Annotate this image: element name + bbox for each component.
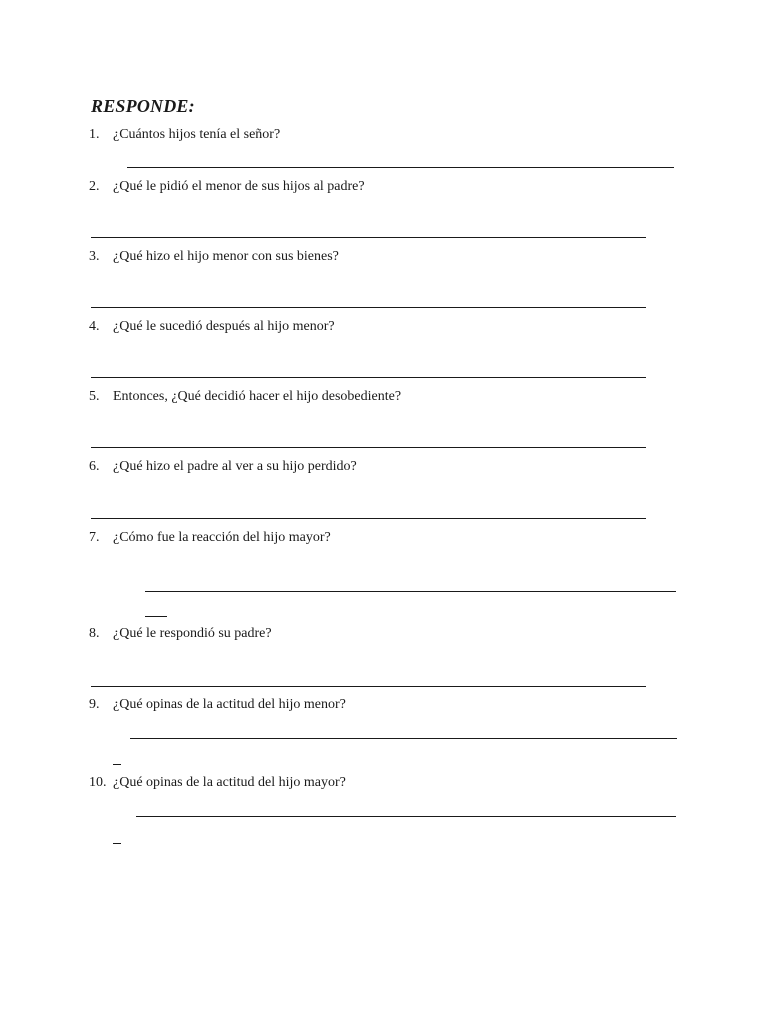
question-1 [89,127,280,143]
answer-line-2[interactable] [91,237,646,238]
question-number: 2. [89,179,100,194]
answer-line-10[interactable] [136,816,676,817]
question-5 [89,389,401,405]
question-6 [89,459,357,475]
question-number: 1. [89,127,100,142]
question-number: 9. [89,697,100,712]
question-10 [89,775,346,791]
question-3 [89,249,339,265]
question-text: ¿Cuántos hijos tenía el señor? [113,127,281,142]
question-number: 4. [89,319,100,334]
answer-line-10-continuation[interactable] [113,843,121,844]
answer-line-8[interactable] [91,686,646,687]
question-text: ¿Qué le pidió el menor de sus hijos al padre? [113,179,365,194]
answer-line-3[interactable] [91,307,646,308]
question-text: Entonces, ¿Qué decidió hacer el hijo desobediente? [113,389,402,404]
worksheet-heading: RESPONDE: [91,96,195,116]
question-4 [89,319,335,335]
question-number: 8. [89,626,100,641]
question-number: 7. [89,530,100,545]
question-number: 5. [89,389,100,404]
question-2 [89,179,365,195]
answer-line-6[interactable] [91,518,646,519]
answer-line-9-continuation[interactable] [113,764,121,765]
answer-line-9[interactable] [130,738,677,739]
question-text: ¿Qué hizo el padre al ver a su hijo perdido? [113,459,357,474]
answer-line-7-continuation[interactable] [145,616,167,617]
question-text: ¿Qué opinas de la actitud del hijo menor? [113,697,346,712]
question-9 [89,697,346,713]
question-number: 3. [89,249,100,264]
answer-line-1[interactable] [127,167,674,168]
question-text: ¿Qué le respondió su padre? [113,626,272,641]
answer-line-4[interactable] [91,377,646,378]
answer-line-5[interactable] [91,447,646,448]
question-text: ¿Qué opinas de la actitud del hijo mayor? [113,775,346,790]
question-8 [89,626,272,642]
question-number: 10. [89,775,107,790]
question-text: ¿Qué le sucedió después al hijo menor? [113,319,335,334]
answer-line-7[interactable] [145,591,676,592]
question-text: ¿Cómo fue la reacción del hijo mayor? [113,530,331,545]
question-7 [89,530,331,546]
question-text: ¿Qué hizo el hijo menor con sus bienes? [113,249,339,264]
question-number: 6. [89,459,100,474]
